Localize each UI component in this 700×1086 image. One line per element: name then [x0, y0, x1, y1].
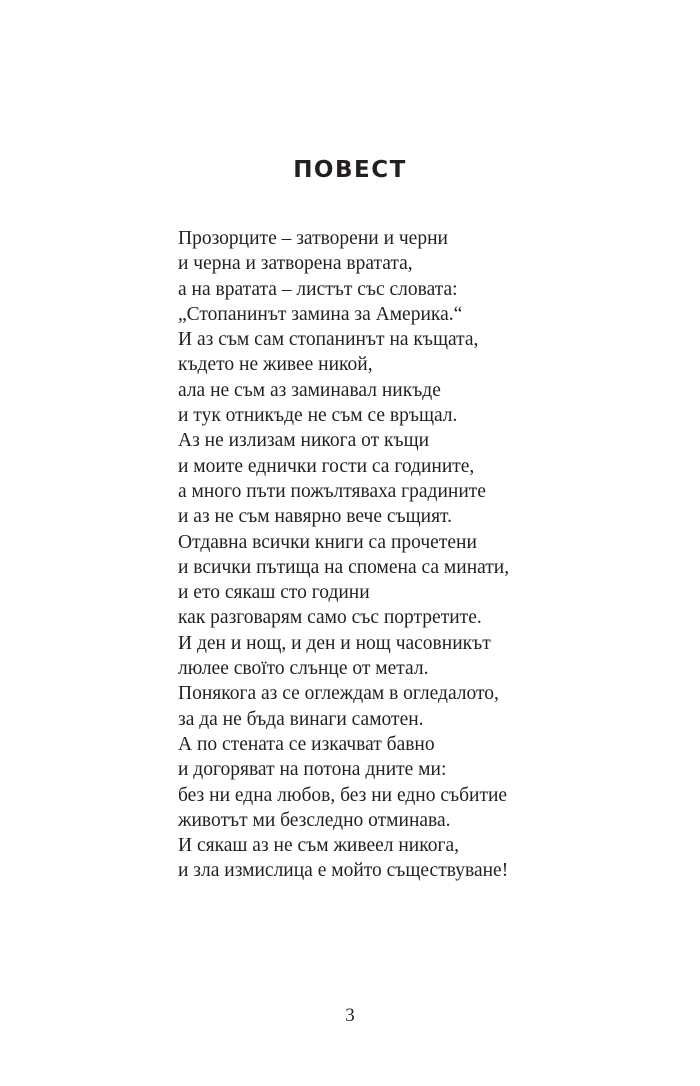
poem-line: как разговарям само със портретите. [178, 607, 482, 629]
poem-line: И сякаш аз не съм живеел никога, [178, 835, 460, 857]
poem-line: животът ми безследно отминава. [178, 809, 451, 831]
poem-line: и тук отникъде не съм се връщал. [178, 405, 458, 427]
poem-line: и всички пътища на спомена са минати, [178, 556, 510, 578]
page-number: 3 [345, 1005, 355, 1026]
poem-line: и зла измислица е мойто съществуване! [178, 860, 509, 882]
poem-line: и аз не съм навярно вече същият. [178, 506, 452, 528]
poem-line: Понякога аз се оглеждам в огледалото, [178, 683, 499, 705]
poem-line: И аз съм сам стопанинът на къщата, [178, 329, 479, 351]
poem-line: където не живее никой, [178, 354, 373, 376]
poem-body [178, 226, 509, 884]
poem-line: и моите еднички гости са годините, [178, 455, 475, 477]
poem-line: и ето сякаш сто години [178, 582, 370, 604]
poem-line: и черна и затворена вратата, [178, 253, 413, 275]
poem-line: и догоряват на потона дните ми: [178, 759, 447, 781]
poem-line: ала не съм аз заминавал никъде [178, 379, 441, 401]
poem-line: Прозорците – затворени и черни [178, 228, 448, 249]
poem-line: И ден и нощ, и ден и нощ часовникът [178, 632, 491, 654]
poem-line: Аз не излизам никога от къщи [178, 430, 430, 452]
poem-line: без ни една любов, без ни едно събитие [178, 784, 508, 806]
poem-line: а много пъти пожълтяваха градините [178, 480, 486, 502]
poem-line: „Стопанинът замина за Америка.“ [178, 303, 463, 325]
poem-line: а на вратата – листът със словата: [178, 278, 458, 300]
poem-line: Отдавна всички книги са прочетени [178, 531, 477, 553]
poem-line: за да не бъда винаги самотен. [178, 708, 424, 730]
poem-line: люлее своїто слънце от метал. [178, 658, 429, 680]
poem-title: ПОВЕСТ [293, 157, 407, 183]
poem-line: А по стената се изкачват бавно [178, 733, 435, 755]
